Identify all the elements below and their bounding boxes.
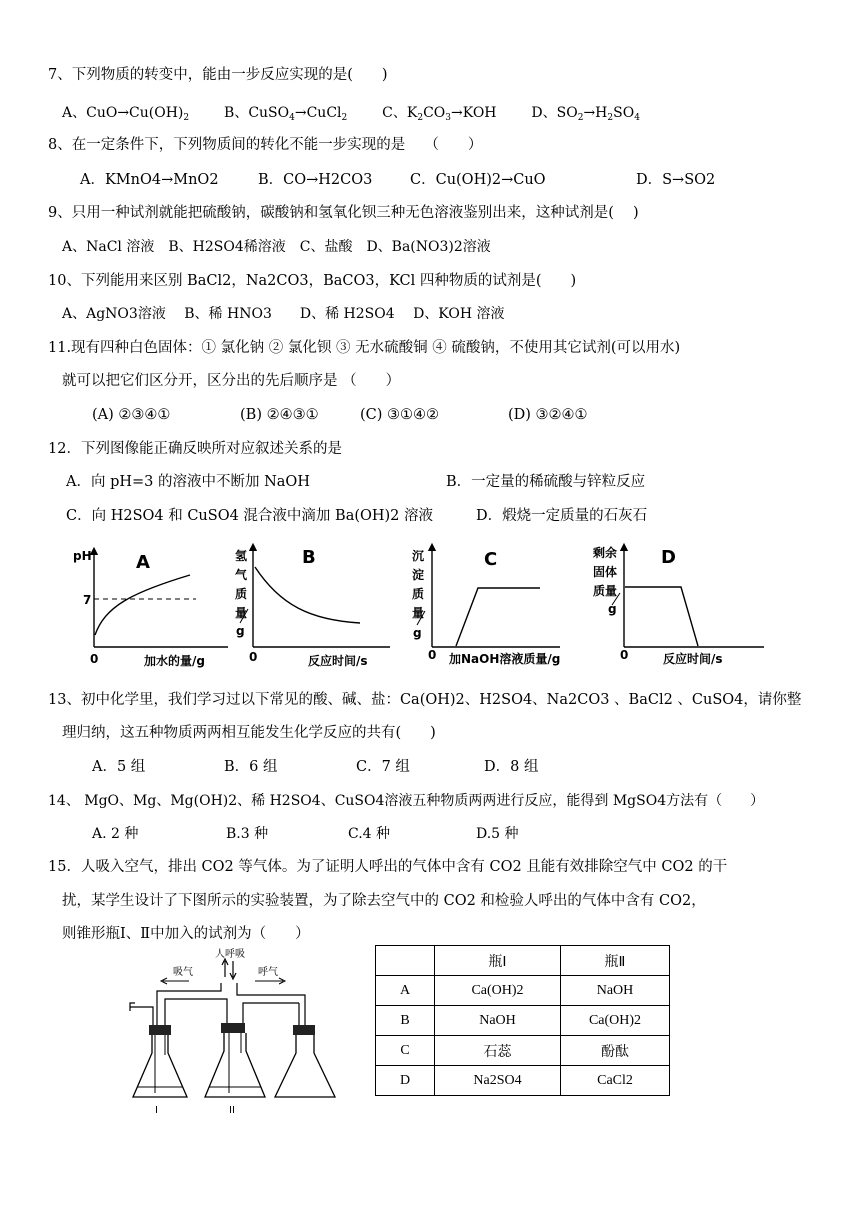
q11-option-a: (A) ②③④①	[92, 407, 171, 423]
table-header-cell: 瓶Ⅰ	[435, 946, 561, 976]
table-cell: A	[376, 976, 435, 1006]
breathing-apparatus	[125, 945, 340, 1120]
table-cell: Na2SO4	[435, 1066, 561, 1096]
table-header-cell: 瓶Ⅱ	[561, 946, 670, 976]
table-row	[376, 1066, 670, 1096]
q14-option-b: B.3 种	[226, 826, 269, 842]
graph-b	[235, 547, 390, 668]
q14-option-c: C.4 种	[348, 826, 391, 842]
graph-c-ychar-4: 量	[412, 606, 425, 620]
graph-d-xlabel: 反应时间/s	[663, 652, 723, 666]
graph-b-origin: 0	[249, 650, 258, 664]
q11-option-d: (D) ③②④①	[508, 407, 588, 423]
q11-stem-line2: 就可以把它们区分开，区分出的先后顺序是 （ ）	[62, 373, 401, 389]
graph-b-unit: g	[236, 624, 245, 638]
q13-option-b: B．6 组	[224, 759, 278, 775]
q7-stem: 7、下列物质的转变中，能由一步反应实现的是( )	[48, 67, 388, 83]
graph-d-yline-2: 固体	[593, 565, 618, 579]
q15-line2: 扰，某学生设计了下图所示的实验装置，为了除去空气中的 CO2 和检验人呼出的气体中含有 CO2，	[62, 893, 706, 909]
q8-option-b: B．CO→H2CO3	[258, 172, 373, 188]
apparatus-in-label: 吸气	[173, 967, 193, 978]
q14-option-d: D.5 种	[476, 826, 519, 842]
graph-b-ychar-2: 气	[235, 568, 248, 582]
graph-c-ychar-1: 沉	[412, 549, 425, 563]
table-cell: C	[376, 1036, 435, 1066]
graph-a-origin: 0	[90, 652, 99, 666]
graph-d	[593, 545, 764, 666]
table-cell: NaOH	[435, 1006, 561, 1036]
table-cell: CaCl2	[561, 1066, 670, 1096]
graph-d-curve	[625, 587, 698, 646]
q8-stem: 8、在一定条件下，下列物质间的转化不能一步实现的是 （ ）	[48, 137, 483, 153]
apparatus-out-label: 呼气	[258, 967, 278, 978]
graph-b-letter: B	[302, 547, 316, 568]
q12-option-b: B．一定量的稀硫酸与锌粒反应	[446, 474, 646, 490]
q8-option-d: D．S→SO2	[636, 172, 716, 188]
q13-line2: 理归纳，这五种物质两两相互能发生化学反应的共有( )	[62, 725, 436, 741]
q9-options: A、NaCl 溶液 B、H2SO4稀溶液 C、盐酸 D、Ba(NO3)2溶液	[62, 239, 491, 255]
q12-option-d: D．煅烧一定质量的石灰石	[476, 508, 648, 524]
q11-option-b: (B) ②④③①	[240, 407, 319, 423]
graph-d-yline-3: 质量	[593, 584, 618, 598]
flask-2-label: II	[229, 1105, 235, 1116]
q13-option-c: C．7 组	[356, 759, 410, 775]
q8-option-c: C．Cu(OH)2→CuO	[410, 172, 546, 188]
table-cell: D	[376, 1066, 435, 1096]
graph-c-xlabel: 加NaOH溶液质量/g	[449, 652, 561, 666]
graph-c-curve	[456, 588, 540, 646]
q11-option-c: (C) ③①④②	[360, 407, 440, 423]
graph-a-letter: A	[136, 552, 150, 573]
flask-1-label: I	[155, 1105, 158, 1116]
graph-d-unit: g	[608, 602, 617, 616]
graph-b-curve	[255, 567, 360, 623]
q10-options: A、AgNO3溶液 B、稀 HNO3 D、稀 H2SO4 D、KOH 溶液	[62, 306, 505, 322]
q7-option-a: A、$CuO\to Cu(OH)_2$	[62, 105, 190, 123]
graph-d-yline-1: 剩余	[593, 546, 618, 560]
q13-line1: 13、初中化学里，我们学习过以下常见的酸、碱、盐：Ca(OH)2、H2SO4、Na2CO3 、BaCl2 、CuSO4，请你整	[48, 692, 802, 708]
table-row	[376, 1006, 670, 1036]
graph-c-origin: 0	[428, 648, 437, 662]
q9-stem: 9、只用一种试剂就能把硫酸钠，碳酸钠和氢氧化钡三种无色溶液鉴别出来，这种试剂是( )	[48, 205, 639, 221]
graph-d-origin: 0	[620, 648, 629, 662]
graph-c	[412, 547, 560, 666]
q12-graphs	[60, 535, 780, 675]
graph-c-ychar-3: 质	[412, 587, 425, 601]
graph-d-letter: D	[661, 547, 676, 568]
graph-b-ychar-3: 质	[235, 587, 248, 601]
q11-stem-line1: 11.现有四种白色固体：① 氯化钠 ② 氯化钡 ③ 无水硫酸铜 ④ 硫酸钠，不使用其它试剂(可以用水)	[48, 340, 681, 356]
q13-option-d: D．8 组	[484, 759, 539, 775]
table-header-cell	[376, 946, 435, 976]
graph-a	[73, 549, 228, 668]
table-cell: B	[376, 1006, 435, 1036]
table-header-row	[376, 946, 670, 976]
q8-option-a: A．KMnO4→MnO2	[80, 172, 219, 188]
q12-option-a: A．向 pH=3 的溶液中不断加 NaOH	[66, 474, 310, 490]
table-cell: Ca(OH)2	[561, 1006, 670, 1036]
table-row	[376, 1036, 670, 1066]
q7-option-b: B、CuSO$_4$→CuCl$_2$	[224, 105, 348, 123]
graph-b-xlabel: 反应时间/s	[308, 654, 368, 668]
table-cell: 石蕊	[435, 1036, 561, 1066]
q10-stem: 10、下列能用来区别 BaCl2，Na2CO3，BaCO3，KCl 四种物质的试剂是( )	[48, 273, 577, 289]
graph-a-curve	[95, 575, 190, 635]
graph-c-ychar-2: 淀	[412, 568, 425, 582]
q14-stem: 14、 MgO、Mg、Mg(OH)2、稀 H2SO4、CuSO4溶液五种物质两两进行反应，能得到 MgSO4方法有（ ）	[48, 793, 765, 809]
graph-a-ylabel: pH	[73, 549, 92, 563]
table-cell: NaOH	[561, 976, 670, 1006]
graph-c-letter: C	[484, 549, 498, 570]
reagent-table	[375, 945, 670, 1096]
apparatus-top-label: 人呼吸	[215, 949, 245, 960]
graph-b-ychar-1: 氢	[235, 549, 248, 563]
graph-a-xlabel: 加水的量/g	[144, 654, 205, 668]
q12-stem: 12．下列图像能正确反映所对应叙述关系的是	[48, 441, 342, 457]
table-row	[376, 976, 670, 1006]
q7-options	[62, 104, 640, 122]
q12-option-c: C．向 H2SO4 和 CuSO4 混合液中滴加 Ba(OH)2 溶液	[66, 508, 434, 524]
table-cell: Ca(OH)2	[435, 976, 561, 1006]
q14-option-a: A. 2 种	[92, 826, 139, 842]
q15-line3: 则锥形瓶Ⅰ、Ⅱ中加入的试剂为（ ）	[62, 926, 310, 942]
graph-b-ychar-4: 量	[235, 606, 248, 620]
graph-a-ref-label: 7	[83, 593, 92, 607]
q13-option-a: A．5 组	[92, 759, 146, 775]
table-cell: 酚酞	[561, 1036, 670, 1066]
q15-line1: 15．人吸入空气，排出 CO2 等气体。为了证明人呼出的气体中含有 CO2 且能有效排除空气中 CO2 的干	[48, 859, 728, 875]
graph-c-unit: g	[413, 626, 422, 640]
q7-option-d: D、$SO_2\to H_2SO_4$	[531, 105, 640, 123]
q7-option-c: C、$K_2CO_3\to KOH$	[382, 105, 497, 123]
